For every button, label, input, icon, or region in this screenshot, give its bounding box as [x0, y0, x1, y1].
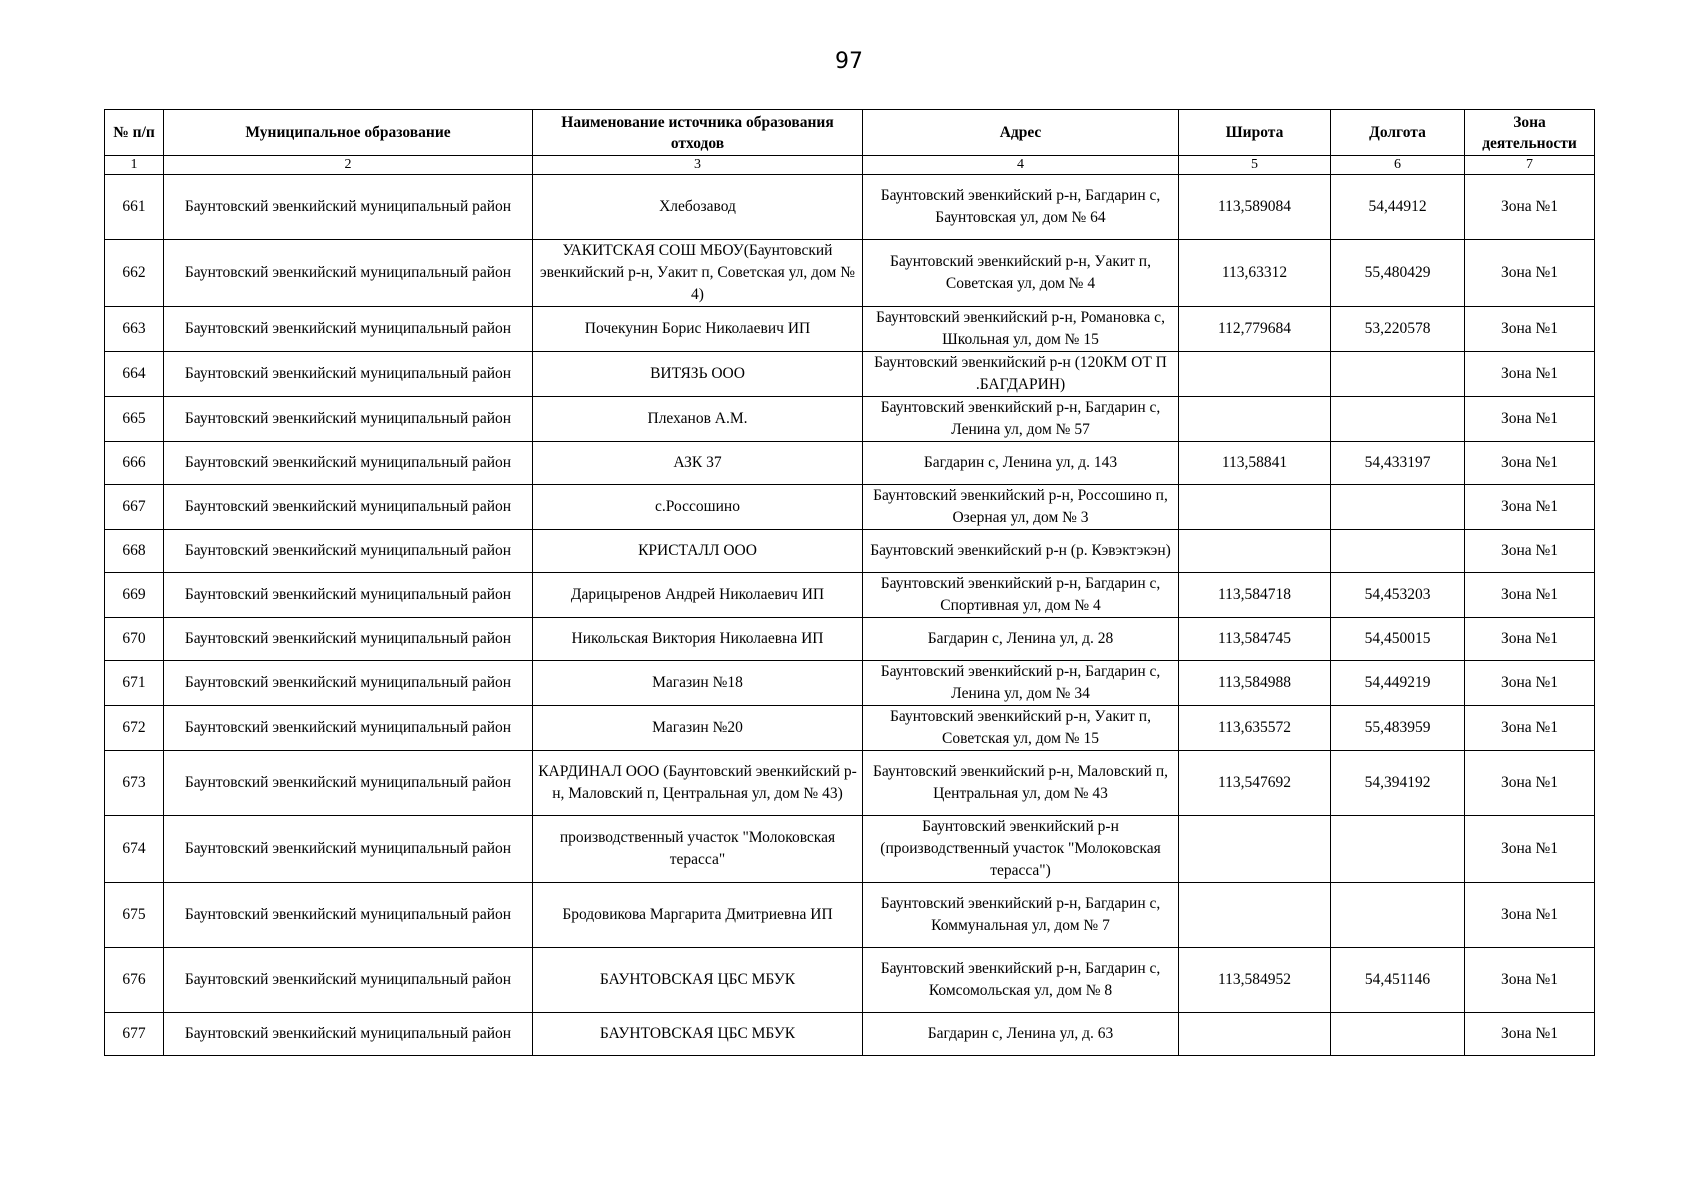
column-number: 4 [863, 156, 1179, 175]
latitude-cell: 113,589084 [1179, 175, 1331, 240]
longitude-cell [1331, 816, 1465, 883]
row-number: 665 [105, 397, 164, 442]
column-number: 2 [164, 156, 533, 175]
source-cell: КАРДИНАЛ ООО (Баунтовский эвенкийский р-н, Маловский п, Центральная ул, дом № 43) [533, 751, 863, 816]
address-cell: Баунтовский эвенкийский р-н, Уакит п, Советская ул, дом № 15 [863, 706, 1179, 751]
source-cell: Магазин №18 [533, 661, 863, 706]
table-row [105, 530, 1595, 573]
table-row [105, 352, 1595, 397]
address-cell: Баунтовский эвенкийский р-н (р. Кэвэктэкэн) [863, 530, 1179, 573]
latitude-cell [1179, 883, 1331, 948]
header-latitude: Широта [1179, 110, 1331, 156]
source-cell: Магазин №20 [533, 706, 863, 751]
municipality-cell: Баунтовский эвенкийский муниципальный район [164, 883, 533, 948]
table-row [105, 442, 1595, 485]
address-cell: Баунтовский эвенкийский р-н, Россошино п, Озерная ул, дом № 3 [863, 485, 1179, 530]
table-row [105, 751, 1595, 816]
zone-cell: Зона №1 [1465, 175, 1595, 240]
page-number: 97 [835, 49, 863, 74]
zone-cell: Зона №1 [1465, 573, 1595, 618]
source-cell: КРИСТАЛЛ ООО [533, 530, 863, 573]
zone-cell: Зона №1 [1465, 530, 1595, 573]
row-number: 668 [105, 530, 164, 573]
row-number: 673 [105, 751, 164, 816]
table-row [105, 706, 1595, 751]
address-cell: Баунтовский эвенкийский р-н, Багдарин с, Спортивная ул, дом № 4 [863, 573, 1179, 618]
latitude-cell [1179, 397, 1331, 442]
longitude-cell: 54,449219 [1331, 661, 1465, 706]
table-row [105, 485, 1595, 530]
address-cell: Багдарин с, Ленина ул, д. 63 [863, 1013, 1179, 1056]
municipality-cell: Баунтовский эвенкийский муниципальный район [164, 175, 533, 240]
municipality-cell: Баунтовский эвенкийский муниципальный район [164, 751, 533, 816]
latitude-cell [1179, 352, 1331, 397]
source-cell: Хлебозавод [533, 175, 863, 240]
row-number: 672 [105, 706, 164, 751]
table-row [105, 948, 1595, 1013]
longitude-cell: 54,433197 [1331, 442, 1465, 485]
source-cell: УАКИТСКАЯ СОШ МБОУ(Баунтовский эвенкийский р-н, Уакит п, Советская ул, дом № 4) [533, 240, 863, 307]
address-cell: Баунтовский эвенкийский р-н (производственный участок "Молоковская терасса") [863, 816, 1179, 883]
header-source: Наименование источника образования отходов [533, 110, 863, 156]
header-address: Адрес [863, 110, 1179, 156]
column-number: 1 [105, 156, 164, 175]
row-number: 663 [105, 307, 164, 352]
latitude-cell [1179, 816, 1331, 883]
source-cell: с.Россошино [533, 485, 863, 530]
longitude-cell [1331, 397, 1465, 442]
zone-cell: Зона №1 [1465, 485, 1595, 530]
municipality-cell: Баунтовский эвенкийский муниципальный район [164, 442, 533, 485]
latitude-cell: 113,63312 [1179, 240, 1331, 307]
row-number: 675 [105, 883, 164, 948]
source-cell: БАУНТОВСКАЯ ЦБС МБУК [533, 1013, 863, 1056]
longitude-cell: 54,453203 [1331, 573, 1465, 618]
municipality-cell: Баунтовский эвенкийский муниципальный район [164, 240, 533, 307]
zone-cell: Зона №1 [1465, 307, 1595, 352]
longitude-cell [1331, 1013, 1465, 1056]
row-number: 670 [105, 618, 164, 661]
municipality-cell: Баунтовский эвенкийский муниципальный район [164, 1013, 533, 1056]
longitude-cell: 54,394192 [1331, 751, 1465, 816]
longitude-cell [1331, 883, 1465, 948]
longitude-cell [1331, 485, 1465, 530]
row-number: 674 [105, 816, 164, 883]
zone-cell: Зона №1 [1465, 618, 1595, 661]
source-cell: БАУНТОВСКАЯ ЦБС МБУК [533, 948, 863, 1013]
table-row [105, 397, 1595, 442]
zone-cell: Зона №1 [1465, 948, 1595, 1013]
row-number: 669 [105, 573, 164, 618]
header-municipality: Муниципальное образование [164, 110, 533, 156]
municipality-cell: Баунтовский эвенкийский муниципальный район [164, 573, 533, 618]
row-number: 667 [105, 485, 164, 530]
row-number: 677 [105, 1013, 164, 1056]
latitude-cell: 112,779684 [1179, 307, 1331, 352]
source-cell: Никольская Виктория Николаевна ИП [533, 618, 863, 661]
municipality-cell: Баунтовский эвенкийский муниципальный район [164, 661, 533, 706]
zone-cell: Зона №1 [1465, 661, 1595, 706]
source-cell: Плеханов А.М. [533, 397, 863, 442]
longitude-cell [1331, 530, 1465, 573]
longitude-cell: 54,451146 [1331, 948, 1465, 1013]
latitude-cell [1179, 485, 1331, 530]
latitude-cell: 113,584952 [1179, 948, 1331, 1013]
row-number: 662 [105, 240, 164, 307]
address-cell: Баунтовский эвенкийский р-н, Маловский п, Центральная ул, дом № 43 [863, 751, 1179, 816]
zone-cell: Зона №1 [1465, 397, 1595, 442]
municipality-cell: Баунтовский эвенкийский муниципальный район [164, 530, 533, 573]
table-row [105, 307, 1595, 352]
column-number: 7 [1465, 156, 1595, 175]
row-number: 664 [105, 352, 164, 397]
municipality-cell: Баунтовский эвенкийский муниципальный район [164, 816, 533, 883]
zone-cell: Зона №1 [1465, 1013, 1595, 1056]
address-cell: Баунтовский эвенкийский р-н, Багдарин с, Баунтовская ул, дом № 64 [863, 175, 1179, 240]
longitude-cell: 54,44912 [1331, 175, 1465, 240]
column-numbers-row [105, 156, 1595, 175]
zone-cell: Зона №1 [1465, 751, 1595, 816]
table-row [105, 816, 1595, 883]
table-row [105, 240, 1595, 307]
address-cell: Баунтовский эвенкийский р-н, Багдарин с, Ленина ул, дом № 57 [863, 397, 1179, 442]
longitude-cell: 54,450015 [1331, 618, 1465, 661]
longitude-cell [1331, 352, 1465, 397]
latitude-cell: 113,584988 [1179, 661, 1331, 706]
longitude-cell: 55,483959 [1331, 706, 1465, 751]
municipality-cell: Баунтовский эвенкийский муниципальный район [164, 397, 533, 442]
source-cell: производственный участок "Молоковская терасса" [533, 816, 863, 883]
table-row [105, 175, 1595, 240]
source-cell: АЗК 37 [533, 442, 863, 485]
row-number: 676 [105, 948, 164, 1013]
zone-cell: Зона №1 [1465, 706, 1595, 751]
zone-cell: Зона №1 [1465, 442, 1595, 485]
zone-cell: Зона №1 [1465, 816, 1595, 883]
address-cell: Баунтовский эвенкийский р-н (120КМ ОТ П .БАГДАРИН) [863, 352, 1179, 397]
municipality-cell: Баунтовский эвенкийский муниципальный район [164, 706, 533, 751]
header-longitude: Долгота [1331, 110, 1465, 156]
table-row [105, 1013, 1595, 1056]
address-cell: Багдарин с, Ленина ул, д. 28 [863, 618, 1179, 661]
table-row [105, 573, 1595, 618]
column-number: 5 [1179, 156, 1331, 175]
address-cell: Багдарин с, Ленина ул, д. 143 [863, 442, 1179, 485]
latitude-cell: 113,584718 [1179, 573, 1331, 618]
address-cell: Баунтовский эвенкийский р-н, Романовка с, Школьная ул, дом № 15 [863, 307, 1179, 352]
row-number: 661 [105, 175, 164, 240]
address-cell: Баунтовский эвенкийский р-н, Багдарин с, Комсомольская ул, дом № 8 [863, 948, 1179, 1013]
address-cell: Баунтовский эвенкийский р-н, Багдарин с, Коммунальная ул, дом № 7 [863, 883, 1179, 948]
latitude-cell [1179, 530, 1331, 573]
header-zone: Зона деятельности [1465, 110, 1595, 156]
municipality-cell: Баунтовский эвенкийский муниципальный район [164, 485, 533, 530]
column-number: 3 [533, 156, 863, 175]
address-cell: Баунтовский эвенкийский р-н, Багдарин с, Ленина ул, дом № 34 [863, 661, 1179, 706]
latitude-cell: 113,58841 [1179, 442, 1331, 485]
source-cell: Дарицыренов Андрей Николаевич ИП [533, 573, 863, 618]
source-cell: Почекунин Борис Николаевич ИП [533, 307, 863, 352]
row-number: 666 [105, 442, 164, 485]
address-cell: Баунтовский эвенкийский р-н, Уакит п, Советская ул, дом № 4 [863, 240, 1179, 307]
latitude-cell [1179, 1013, 1331, 1056]
column-number: 6 [1331, 156, 1465, 175]
table-row [105, 661, 1595, 706]
municipality-cell: Баунтовский эвенкийский муниципальный район [164, 618, 533, 661]
table-row [105, 883, 1595, 948]
row-number: 671 [105, 661, 164, 706]
latitude-cell: 113,547692 [1179, 751, 1331, 816]
municipality-cell: Баунтовский эвенкийский муниципальный район [164, 948, 533, 1013]
source-cell: Бродовикова Маргарита Дмитриевна ИП [533, 883, 863, 948]
source-cell: ВИТЯЗЬ ООО [533, 352, 863, 397]
municipality-cell: Баунтовский эвенкийский муниципальный район [164, 352, 533, 397]
table-row [105, 618, 1595, 661]
latitude-cell: 113,584745 [1179, 618, 1331, 661]
zone-cell: Зона №1 [1465, 883, 1595, 948]
waste-sources-table [104, 109, 1595, 1056]
zone-cell: Зона №1 [1465, 352, 1595, 397]
municipality-cell: Баунтовский эвенкийский муниципальный район [164, 307, 533, 352]
zone-cell: Зона №1 [1465, 240, 1595, 307]
header-num: № п/п [105, 110, 164, 156]
header-row [105, 110, 1595, 156]
longitude-cell: 55,480429 [1331, 240, 1465, 307]
longitude-cell: 53,220578 [1331, 307, 1465, 352]
latitude-cell: 113,635572 [1179, 706, 1331, 751]
